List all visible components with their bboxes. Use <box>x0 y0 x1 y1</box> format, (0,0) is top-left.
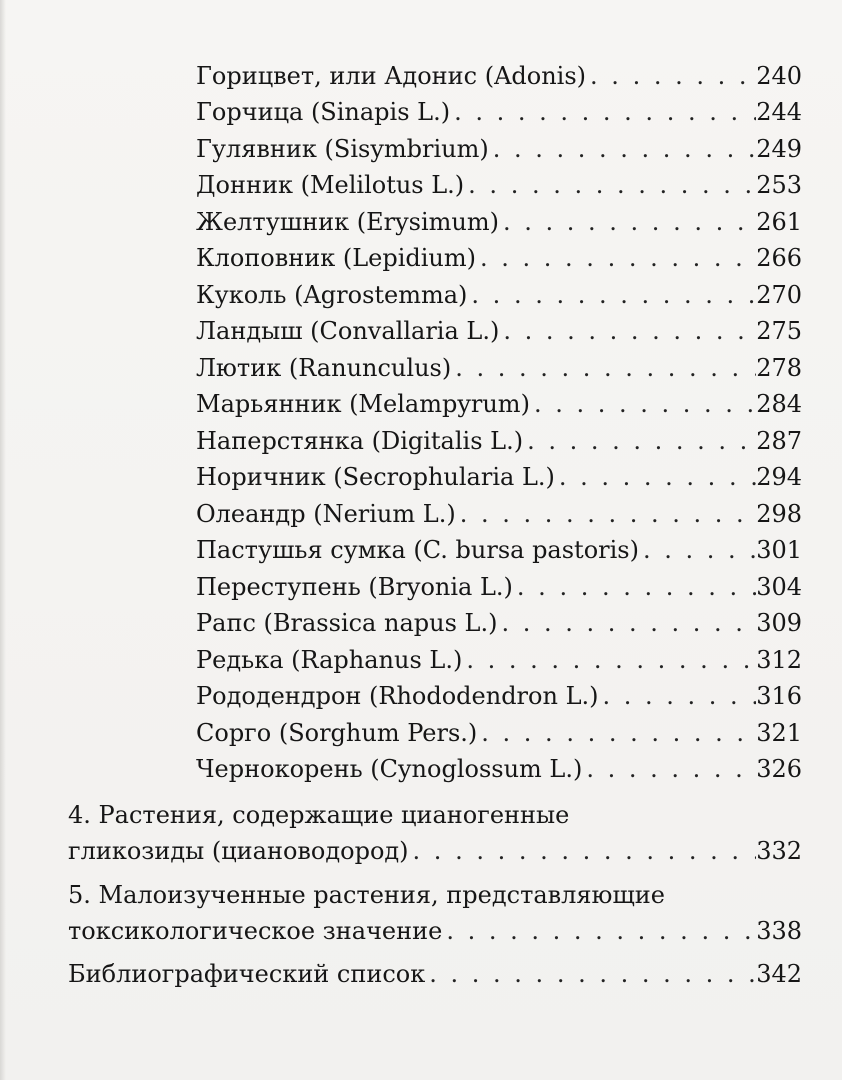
leader-dots <box>639 533 756 567</box>
toc-entry-page: 321 <box>756 719 802 747</box>
toc-entry-page: 316 <box>756 682 802 710</box>
toc-entry <box>196 533 802 567</box>
toc-entry-title: Гулявник (Sisymbrium) <box>196 135 489 163</box>
toc-entry <box>196 241 802 275</box>
leader-dots <box>450 95 756 129</box>
leader-dots <box>476 241 756 275</box>
leader-dots <box>555 460 756 494</box>
leader-dots <box>599 679 757 713</box>
toc-entry <box>196 460 802 494</box>
toc-entry-title: токсикологическое значение <box>68 917 443 945</box>
toc-entry <box>196 278 802 312</box>
toc-entry-title: Горчица (Sinapis L.) <box>196 98 451 126</box>
toc-entry-page: 270 <box>756 281 802 309</box>
toc-entry-title: Горицвет, или Адонис (Adonis) <box>196 62 587 90</box>
toc-entry-page: 284 <box>756 390 802 418</box>
toc-entry-title: Лютик (Ranunculus) <box>196 354 452 382</box>
leader-dots <box>530 387 756 421</box>
leader-dots <box>499 205 756 239</box>
toc-entry <box>196 314 802 348</box>
toc-section-4 <box>68 834 802 868</box>
toc-section-5-line1: 5. Малоизученные растения, представляющие <box>68 881 665 909</box>
toc-entry-title: Норичник (Secrophularia L.) <box>196 463 555 491</box>
leader-dots <box>462 643 756 677</box>
toc-entry-title: Рапс (Brassica napus L.) <box>196 609 498 637</box>
toc-entry <box>196 132 802 166</box>
toc-entry-title: Донник (Melilotus L.) <box>196 171 465 199</box>
leader-dots <box>499 314 756 348</box>
toc-entry-page: 253 <box>756 171 802 199</box>
toc-entry-page: 240 <box>756 62 802 90</box>
toc-entry-page: 278 <box>756 354 802 382</box>
toc-entry-page: 301 <box>756 536 802 564</box>
toc-entry <box>196 606 802 640</box>
leader-dots <box>409 834 757 868</box>
toc-entry-page: 312 <box>756 646 802 674</box>
leader-dots <box>586 59 756 93</box>
toc-entry-title: гликозиды (циановодород) <box>68 837 409 865</box>
leader-dots <box>489 132 756 166</box>
toc-entry <box>196 643 802 677</box>
toc-entry <box>196 570 802 604</box>
toc-entry-page: 275 <box>756 317 802 345</box>
toc-entry-title: Клоповник (Lepidium) <box>196 244 477 272</box>
leader-dots <box>477 716 756 750</box>
toc-entry-title: Желтушник (Erysimum) <box>196 208 499 236</box>
toc-entry <box>196 351 802 385</box>
toc-entry-page: 294 <box>756 463 802 491</box>
toc-entry-page: 261 <box>756 208 802 236</box>
toc-entry-page: 287 <box>756 427 802 455</box>
toc-entry-page: 249 <box>756 135 802 163</box>
leader-dots <box>442 914 756 948</box>
leader-dots <box>523 424 756 458</box>
toc-entry-title: Олеандр (Nerium L.) <box>196 500 456 528</box>
toc-entry-page: 338 <box>756 917 802 945</box>
toc-entry-title: Библиографический список <box>68 960 426 988</box>
toc-entry-title: Пастушья сумка (C. bursa pastoris) <box>196 536 639 564</box>
toc-entry-title: Рододендрон (Rhododendron L.) <box>196 682 599 710</box>
leader-dots <box>582 752 756 786</box>
leader-dots <box>497 606 756 640</box>
toc-section-4-line1: 4. Растения, содержащие цианогенные <box>68 801 570 829</box>
leader-dots <box>464 168 756 202</box>
toc-section-5 <box>68 914 802 948</box>
toc-entry <box>196 752 802 786</box>
toc-entry <box>196 59 802 93</box>
toc-entry-page: 244 <box>756 98 802 126</box>
toc-entry-page: 304 <box>756 573 802 601</box>
toc-entry-title: Сорго (Sorghum Pers.) <box>196 719 478 747</box>
toc-entry-page: 332 <box>756 837 802 865</box>
toc-entry-title: Чернокорень (Cynoglossum L.) <box>196 755 583 783</box>
leader-dots <box>451 351 756 385</box>
toc-entry-title: Ландыш (Convallaria L.) <box>196 317 500 345</box>
toc-entry-title: Редька (Raphanus L.) <box>196 646 463 674</box>
leader-dots <box>467 278 756 312</box>
toc-entry <box>196 424 802 458</box>
toc-entry-page: 298 <box>756 500 802 528</box>
leader-dots <box>456 497 757 531</box>
toc-entry <box>196 497 802 531</box>
toc-entry-page: 326 <box>756 755 802 783</box>
leader-dots <box>425 957 756 991</box>
toc-entry <box>196 95 802 129</box>
toc-entry-title: Куколь (Agrostemma) <box>196 281 468 309</box>
toc-entry-page: 266 <box>756 244 802 272</box>
toc-entry <box>196 679 802 713</box>
toc-entry-page: 309 <box>756 609 802 637</box>
toc-bibliography <box>68 957 802 991</box>
toc-entry-title: Переступень (Bryonia L.) <box>196 573 513 601</box>
toc-entry <box>196 168 802 202</box>
toc-entry <box>196 205 802 239</box>
toc-entry-page: 342 <box>756 960 802 988</box>
leader-dots <box>513 570 756 604</box>
toc-entry <box>196 716 802 750</box>
toc-entry <box>196 387 802 421</box>
toc-entry-title: Наперстянка (Digitalis L.) <box>196 427 524 455</box>
toc-entry-title: Марьянник (Melampyrum) <box>196 390 530 418</box>
